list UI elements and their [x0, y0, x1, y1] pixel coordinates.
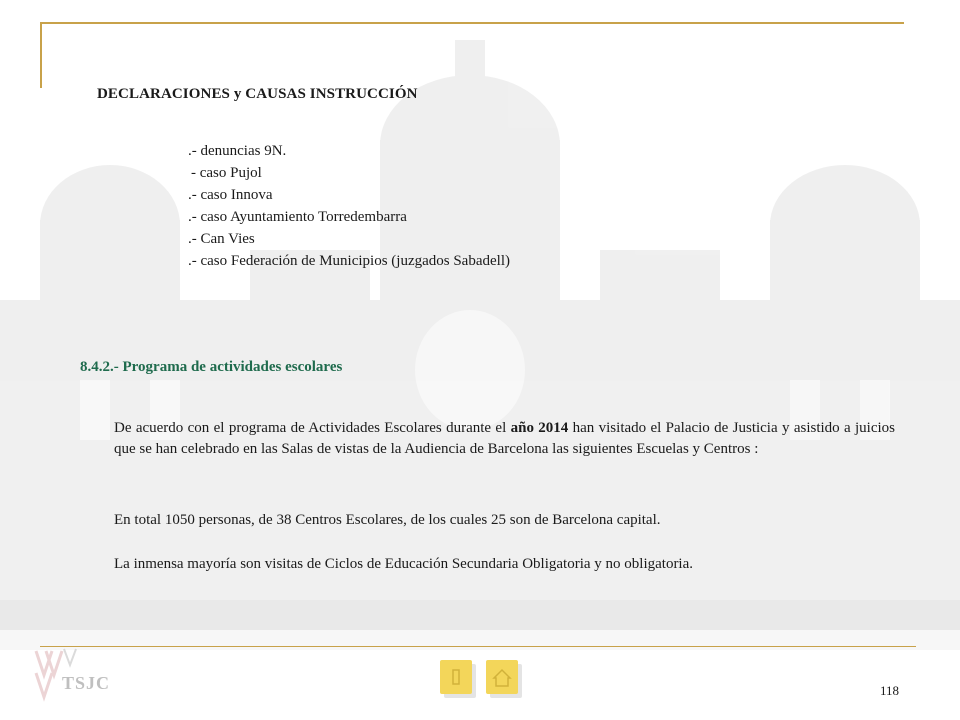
section-title: 8.4.2.- Programa de actividades escolares	[80, 359, 343, 375]
logo-text: TSJC	[62, 673, 111, 693]
previous-page-button[interactable]	[440, 660, 478, 700]
home-button[interactable]	[486, 660, 524, 700]
list-item: - caso Pujol	[191, 165, 262, 181]
section-heading: DECLARACIONES y CAUSAS INSTRUCCIÓN	[97, 86, 418, 102]
list-item: .- caso Ayuntamiento Torredembarra	[188, 209, 407, 225]
frame-left-line	[40, 22, 42, 88]
list-item: .- caso Innova	[188, 187, 273, 203]
paragraph-text: han visitado el Palacio de Justicia y asistido a juicios que se han celebrado en las Salas de vistas de la Audiencia de Barcelona las siguientes Escuelas y Centros :	[114, 420, 895, 457]
list-item: .- caso Federación de Municipios (juzgados Sabadell)	[188, 253, 510, 269]
paragraph-total: En total 1050 personas, de 38 Centros Escolares, de los cuales 25 son de Barcelona capital.	[114, 512, 661, 528]
list-item: .- denuncias 9N.	[188, 143, 287, 159]
year-highlight: año 2014	[510, 420, 569, 436]
frame-bottom-line	[40, 646, 916, 647]
paragraph-intro	[114, 418, 895, 460]
paragraph-text: De acuerdo con el programa de Actividades Escolares durante el	[114, 420, 511, 436]
frame-top-line	[40, 22, 904, 24]
cases-list	[188, 140, 510, 272]
list-item: .- Can Vies	[188, 231, 255, 247]
paragraph-majority: La inmensa mayoría son visitas de Ciclos de Educación Secundaria Obligatoria y no obligatoria.	[114, 556, 694, 572]
tsjc-logo	[34, 645, 111, 711]
page-number: 118	[880, 683, 900, 698]
